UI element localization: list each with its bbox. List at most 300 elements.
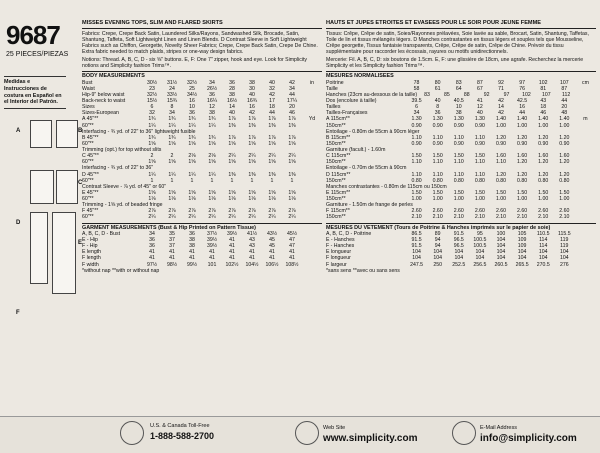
table-cell: 0.90 xyxy=(474,122,485,129)
table-cell: 1.50 xyxy=(432,189,443,196)
table-cell: 1.00 xyxy=(474,196,485,203)
table-cell: Yd xyxy=(308,116,316,123)
table-cell: 115.5 xyxy=(558,230,571,237)
table-cell: 41½ xyxy=(246,230,258,237)
table-cell: 78 xyxy=(413,79,420,86)
table-cell: 119 xyxy=(560,243,569,250)
table-cell: 1.50 xyxy=(411,189,422,196)
table-cell: 43 xyxy=(249,237,255,244)
table-row xyxy=(326,262,596,268)
table-cell: 1¾ xyxy=(168,116,176,123)
table-cell: 1⅝ xyxy=(248,159,256,166)
table-cell: 2¼ xyxy=(228,214,236,221)
table-cell: 1.00 xyxy=(538,196,549,203)
row-label: Taille xyxy=(326,85,338,92)
table-cell: 102 xyxy=(538,79,548,86)
row-label: E longueur xyxy=(326,249,352,256)
table-cell: 97 xyxy=(503,91,510,98)
row-label: Contrast Sleeve - ⅞ yd. of 45" or 60" xyxy=(82,183,167,190)
table-cell: 1⅝ xyxy=(148,189,156,196)
table-cell: 8 xyxy=(170,104,174,111)
table-row xyxy=(82,262,322,268)
table-cell: 61 xyxy=(434,85,441,92)
view-label-a: A xyxy=(16,128,21,134)
table-cell: 1⅜ xyxy=(288,171,296,178)
table-cell: 1⅝ xyxy=(288,140,296,147)
table-cell: 104 xyxy=(496,249,506,256)
table-cell: 1.20 xyxy=(495,171,507,178)
left-column xyxy=(2,20,83,415)
row-label: 60"** xyxy=(82,196,94,203)
row-label: Interfacing - ¾ yd. of 22" to 36" lightweight fusible xyxy=(82,128,196,135)
table-cell: 1⅝ xyxy=(168,140,176,147)
table-cell: 16 xyxy=(249,104,255,111)
table-cell: 41 xyxy=(249,249,255,256)
row-label: F 45"** xyxy=(82,208,99,215)
row-label: B 115cm** xyxy=(326,134,351,141)
table-cell: 1.00 xyxy=(517,122,528,129)
table-cell: 36 xyxy=(149,237,155,244)
table-cell: 41 xyxy=(149,249,155,256)
table-cell: 104 xyxy=(559,255,569,262)
table-cell: 104 xyxy=(454,249,464,256)
email-label: E-Mail Address xyxy=(480,425,517,431)
table-cell: 1.20 xyxy=(538,134,549,141)
french-title: HAUTS ET JUPES ETROITES ET EVASEES POUR LE SOIR POUR JEUNE FEMME xyxy=(326,20,596,29)
table-cell: 43 xyxy=(540,98,547,105)
table-cell: 0.90 xyxy=(538,140,549,147)
table-cell: 104 xyxy=(496,243,506,250)
table-cell: 101 xyxy=(207,261,217,268)
table-cell: 1.40 xyxy=(559,116,570,123)
table-cell: 34 xyxy=(169,110,175,117)
table-cell: 97 xyxy=(519,79,525,86)
table-cell: 106½ xyxy=(265,261,279,268)
table-cell: 44 xyxy=(519,110,525,117)
table-cell: 1⅝ xyxy=(288,159,296,166)
table-cell: 46 xyxy=(540,110,547,117)
row-label: B 45"** xyxy=(82,134,99,141)
table-cell: 36 xyxy=(229,79,235,86)
table-cell: 1.10 xyxy=(432,171,443,178)
row-label: Waist xyxy=(82,85,95,92)
table-cell: 1.30 xyxy=(474,116,485,123)
table-cell: 48 xyxy=(561,110,568,117)
table-cell: 46 xyxy=(289,110,295,117)
table-cell: 17¼ xyxy=(286,98,298,105)
table-cell: 36 xyxy=(149,243,155,250)
table-cell: 104 xyxy=(475,249,485,256)
view-label-d: D xyxy=(16,220,21,226)
table-cell: 252.5 xyxy=(452,261,466,268)
table-cell: 108½ xyxy=(285,261,299,268)
table-cell: 1¾ xyxy=(188,116,196,123)
table-cell: 2 xyxy=(170,153,174,160)
table-cell: 1.10 xyxy=(453,171,464,178)
table-cell: 1.10 xyxy=(432,159,443,166)
table-cell: 32½ xyxy=(146,91,158,98)
table-cell: 6 xyxy=(150,104,154,111)
table-cell: 23 xyxy=(149,85,155,92)
table-cell: 112 xyxy=(562,91,571,98)
table-cell: 1⅜ xyxy=(288,122,296,129)
row-label: Back-neck to waist xyxy=(82,98,126,105)
table-cell: 1.20 xyxy=(538,171,549,178)
table-cell: 1⅛ xyxy=(168,196,176,203)
row-label: Trimming (opt.) for top without slits xyxy=(82,147,162,154)
table-cell: 36 xyxy=(189,230,195,237)
table-cell: 109 xyxy=(517,243,527,250)
table-cell: 1⅝ xyxy=(268,189,276,196)
table-cell: 89 xyxy=(434,230,441,237)
table-cell: 71 xyxy=(498,85,504,92)
table-cell: 2.60 xyxy=(538,208,549,215)
table-cell: 92 xyxy=(483,91,490,98)
table-cell: 1⅝ xyxy=(248,140,256,147)
table-cell: 2.10 xyxy=(474,214,485,221)
table-cell: 16 xyxy=(519,104,525,111)
view-label-f: F xyxy=(16,310,20,316)
table-cell: 91.5 xyxy=(411,237,422,244)
table-cell: 36 xyxy=(209,91,215,98)
table-cell: 270.5 xyxy=(536,261,550,268)
table-cell: 24 xyxy=(169,85,175,92)
table-cell: 104 xyxy=(559,249,569,256)
table-cell: 41 xyxy=(189,249,195,256)
table-cell: 31½ xyxy=(166,79,178,86)
table-cell: 39½ xyxy=(206,243,218,250)
table-cell: 1.30 xyxy=(411,116,422,123)
table-cell: 104 xyxy=(517,249,527,256)
table-cell xyxy=(575,214,596,220)
table-cell: 2.60 xyxy=(517,208,528,215)
table-cell: 41 xyxy=(289,249,295,256)
row-label: E 115cm** xyxy=(326,189,351,196)
table-cell: 41 xyxy=(189,255,195,262)
table-cell: 43 xyxy=(249,243,255,250)
table-cell: 2⅞ xyxy=(168,208,176,215)
table-cell: 1⅜ xyxy=(228,171,236,178)
table-cell: 1⅝ xyxy=(168,159,176,166)
english-garment-meas-title: GARMENT MEASUREMENTS (Bust & Hip Printed on Pattern Tissue) xyxy=(82,223,322,231)
table-cell: 40 xyxy=(249,91,255,98)
row-label: Tailles-Françaises xyxy=(326,110,368,117)
table-cell: 12 xyxy=(209,104,215,111)
english-notions: Notions: Thread. A, B, C, D - six ⅝" buttons. E, F: One 7" zipper, hook and eye. Look for Simplicity notions and Simplicity fashion Trims™. xyxy=(82,57,308,70)
french-column xyxy=(326,20,596,415)
table-cell: 2¼ xyxy=(268,214,276,221)
web-link[interactable]: www.simplicity.com xyxy=(323,433,418,444)
table-cell: 1.50 xyxy=(453,189,464,196)
table-cell: 1.50 xyxy=(453,153,464,160)
table-cell: 1.60 xyxy=(538,153,549,160)
table-cell: 1¼ xyxy=(208,171,216,178)
table-cell: 40 xyxy=(269,79,275,86)
row-label: D 45"** xyxy=(82,171,99,178)
table-cell: 1.20 xyxy=(517,171,528,178)
row-label: Tailles xyxy=(326,104,341,111)
table-cell: 88 xyxy=(463,91,470,98)
table-cell: 1⅞ xyxy=(288,116,296,123)
row-label: Garniture (facult.) - 1.60m xyxy=(326,147,386,154)
table-cell: 1¼ xyxy=(168,171,176,178)
table-cell: 30 xyxy=(249,85,255,92)
english-body-meas-title: BODY MEASUREMENTS xyxy=(82,71,322,79)
table-cell: 1⅜ xyxy=(248,122,256,129)
table-cell: 1¼ xyxy=(188,171,196,178)
table-cell: in xyxy=(309,79,315,86)
table-cell: 2¼ xyxy=(268,153,276,160)
table-cell: 1⅛ xyxy=(268,196,276,203)
table-cell: 6 xyxy=(415,104,418,111)
table-cell: 0.90 xyxy=(432,122,443,129)
table-cell: 20 xyxy=(561,104,568,111)
table-cell: 105 xyxy=(517,230,527,237)
row-label: 150cm** xyxy=(326,196,346,203)
english-title: MISSES EVENING TOPS, SLIM AND FLARED SKIRTS xyxy=(82,20,322,29)
table-cell: 41 xyxy=(476,98,483,105)
row-label: 150cm** xyxy=(326,122,346,129)
table-cell: 2⅛ xyxy=(188,153,196,160)
table-cell: 1 xyxy=(170,177,174,184)
row-label: E 45"** xyxy=(82,189,99,196)
table-cell: 14 xyxy=(229,104,235,111)
table-cell: 119 xyxy=(560,237,569,244)
table-cell: 25 xyxy=(189,85,195,92)
table-cell: 104 xyxy=(475,255,485,262)
table-cell: 42 xyxy=(269,91,275,98)
row-label: F - Hanches xyxy=(326,243,355,250)
table-cell: 1¼ xyxy=(188,122,196,129)
table-cell: 45 xyxy=(269,243,275,250)
table-cell: 1⅜ xyxy=(228,122,236,129)
french-legend: *sans sens **avec ou sans sens xyxy=(326,267,400,274)
table-cell: 2.10 xyxy=(453,214,464,221)
row-label: A 115cm** xyxy=(326,116,350,123)
row-label: Bust xyxy=(82,79,93,86)
table-cell: 87 xyxy=(476,79,483,86)
table-cell: 1.10 xyxy=(411,171,422,178)
table-cell: 2¼ xyxy=(168,214,176,221)
table-cell: 1.20 xyxy=(538,159,549,166)
table-cell: 1⅝ xyxy=(148,140,156,147)
english-fabrics: Fabrics: Crepe, Crepe Back Satin, Laundered Silks/Rayons, Sandwashed Silk, Brocade, Satin, Shantung, Taffeta, Soft Lightweight Linen and Linen Blends. D Contrast Sleeve in Soft Lightweight Fabrics such as Chiffon, Georgette, Novelty Sheer Fabrics; Crepe, Crepe Back Satin, Crepe De Chine. Extra fabric needed to match plaids, stripes or one-way design fabrics. xyxy=(82,30,318,55)
table-cell: 2 xyxy=(150,153,154,160)
table-cell: 1⅝ xyxy=(208,189,216,196)
row-label: F 115cm** xyxy=(326,208,350,215)
table-cell: 100.5 xyxy=(473,237,487,244)
table-cell: 1.00 xyxy=(538,122,549,129)
table-cell: 42 xyxy=(498,110,504,117)
table-cell: 10 xyxy=(189,104,195,111)
table-cell: 14 xyxy=(498,104,504,111)
table-cell: 28 xyxy=(229,85,235,92)
french-norm-title: MESURES NORMALISEES xyxy=(326,71,596,79)
table-cell: 1.10 xyxy=(432,134,443,141)
table-cell: 1.20 xyxy=(517,134,528,141)
table-cell: 1.20 xyxy=(559,171,570,178)
pieces-count: 25 PIECES/PIEZAS xyxy=(6,51,69,58)
row-label: F length xyxy=(82,255,101,262)
table-cell: 104 xyxy=(538,249,548,256)
table-cell: 41 xyxy=(209,249,215,256)
row-label: C 115cm** xyxy=(326,153,351,160)
table-row xyxy=(82,214,322,220)
table-cell: cm xyxy=(581,79,589,86)
table-cell: 40.5 xyxy=(453,98,464,105)
table-cell: 1.00 xyxy=(495,196,507,203)
table-cell: 96.5 xyxy=(453,237,464,244)
table-cell: 2¼ xyxy=(248,153,256,160)
row-label: 60"** xyxy=(82,177,94,184)
email-link[interactable]: info@simplicity.com xyxy=(480,433,577,444)
row-label: E - Hanches xyxy=(326,237,355,244)
table-row xyxy=(326,214,596,220)
table-cell: 2¼ xyxy=(148,214,156,221)
table-cell: 1.50 xyxy=(474,189,485,196)
table-cell: 41 xyxy=(229,243,235,250)
table-cell: 17 xyxy=(269,98,275,105)
table-cell: 102 xyxy=(522,91,531,98)
table-cell: 1⅛ xyxy=(148,196,156,203)
row-label: A, B, C, D - Poitrine xyxy=(326,230,372,237)
table-cell: 2¼ xyxy=(288,153,296,160)
table-cell: 1.00 xyxy=(495,122,507,129)
row-label: Manches contrastantes - 0.80m de 115cm ou 150cm xyxy=(326,183,447,190)
table-cell: 2.10 xyxy=(538,214,549,221)
view-e-sketch xyxy=(30,212,48,284)
table-cell: 33½ xyxy=(166,91,178,98)
phone-label: U.S. & Canada Toll-Free xyxy=(150,423,210,429)
table-cell: 45 xyxy=(269,237,275,244)
row-label: Sizes xyxy=(82,104,95,111)
table-cell: 104 xyxy=(538,255,548,262)
table-cell: 0.90 xyxy=(432,140,443,147)
table-cell: 2.10 xyxy=(559,214,570,221)
table-cell: 1⅛ xyxy=(288,196,296,203)
table-cell: 1¼ xyxy=(148,122,156,129)
row-label: Hip-9" below waist xyxy=(82,91,125,98)
table-cell: 26½ xyxy=(206,85,218,92)
english-legend: *without nap **with or without nap xyxy=(82,267,160,274)
table-cell: 41 xyxy=(249,255,255,262)
table-cell: 96.5 xyxy=(453,243,464,250)
table-cell: 38 xyxy=(209,110,215,117)
table-cell: 1.10 xyxy=(453,134,464,141)
row-label: D 115cm** xyxy=(326,171,351,178)
table-cell: 47 xyxy=(289,237,295,244)
table-cell: 1.10 xyxy=(411,159,422,166)
spanish-note: Medidas e Instrucciones de costura en Español en el Interior del Patrón. xyxy=(4,76,66,109)
table-cell: 32 xyxy=(269,85,275,92)
table-cell: 41 xyxy=(269,249,275,256)
table-cell: 1.20 xyxy=(559,159,570,166)
table-cell: 1⅝ xyxy=(208,159,216,166)
view-c-sketch xyxy=(30,170,54,204)
table-cell: 0.80 xyxy=(474,177,485,184)
table-cell: 2⅞ xyxy=(288,208,296,215)
table-cell: 276 xyxy=(559,261,569,268)
table-cell: 16 xyxy=(189,98,195,105)
table-cell: 99½ xyxy=(186,261,198,268)
table-cell: 2.10 xyxy=(517,214,528,221)
table-cell: 40 xyxy=(476,110,483,117)
table-cell: 104 xyxy=(454,255,464,262)
table-cell xyxy=(302,262,322,268)
table-cell: 2¼ xyxy=(188,214,196,221)
table-cell: 104½ xyxy=(245,261,259,268)
table-cell: 1⅝ xyxy=(288,189,296,196)
row-values xyxy=(142,214,322,220)
table-cell: 0.90 xyxy=(559,140,570,147)
table-cell: 265.5 xyxy=(515,261,529,268)
english-yardage-table xyxy=(82,80,322,221)
table-cell: 1 xyxy=(250,177,254,184)
table-cell: 1⅛ xyxy=(228,196,236,203)
french-garment-meas-title: MESURES DU VETEMENT (Tours de Poitrine & Hanches imprimés sur le papier de soie) xyxy=(326,223,596,231)
table-cell: 41 xyxy=(169,249,175,256)
row-label: 60"** xyxy=(82,159,94,166)
row-label: F longueur xyxy=(326,255,351,262)
table-cell: 1.60 xyxy=(559,153,570,160)
table-cell: 104 xyxy=(433,255,442,262)
table-cell: 110.5 xyxy=(536,230,550,237)
table-cell: 1.50 xyxy=(411,153,422,160)
table-cell: 8 xyxy=(436,104,440,111)
table-cell: 1.10 xyxy=(411,134,422,141)
table-cell: 1⅝ xyxy=(168,189,176,196)
table-cell: 42 xyxy=(498,98,504,105)
table-cell xyxy=(302,214,322,220)
table-cell: 41 xyxy=(169,255,175,262)
row-label: Entoilage - 0.70m de 55cm à 90cm xyxy=(326,165,407,172)
english-garment-table xyxy=(82,231,322,268)
table-cell: 35 xyxy=(169,230,175,237)
table-cell: 2¼ xyxy=(248,214,256,221)
table-cell: 98½ xyxy=(166,261,178,268)
row-values xyxy=(406,262,596,268)
row-label: Poitrine xyxy=(326,79,344,86)
table-cell: 2⅞ xyxy=(148,208,156,215)
table-cell: 1 xyxy=(210,177,214,184)
table-cell: 1⅜ xyxy=(268,122,276,129)
table-cell: 40 xyxy=(229,110,235,117)
view-label-e: E xyxy=(78,240,83,246)
table-cell: 1.50 xyxy=(538,189,549,196)
table-cell: 2.10 xyxy=(411,214,422,221)
table-cell: 1¾ xyxy=(148,134,156,141)
table-cell: m xyxy=(583,116,588,123)
row-values xyxy=(406,214,596,220)
table-cell: 1¼ xyxy=(208,122,216,129)
table-cell: 42.5 xyxy=(517,98,528,105)
table-cell: 1¾ xyxy=(148,116,156,123)
table-cell: 0.90 xyxy=(453,122,464,129)
view-label-b: B xyxy=(78,128,83,134)
view-d-sketch xyxy=(56,170,78,204)
table-cell: 1⅝ xyxy=(148,159,156,166)
table-cell: 1⅝ xyxy=(188,159,196,166)
table-cell: 38 xyxy=(189,243,195,250)
table-cell: 1⅝ xyxy=(188,140,196,147)
mail-icon xyxy=(452,421,476,445)
table-cell: 2⅞ xyxy=(188,208,196,215)
table-cell: 41 xyxy=(149,255,155,262)
table-cell: 107 xyxy=(559,79,569,86)
table-cell: 107 xyxy=(541,91,551,98)
table-cell: 1¾ xyxy=(208,134,216,141)
table-cell: 39½ xyxy=(226,230,238,237)
